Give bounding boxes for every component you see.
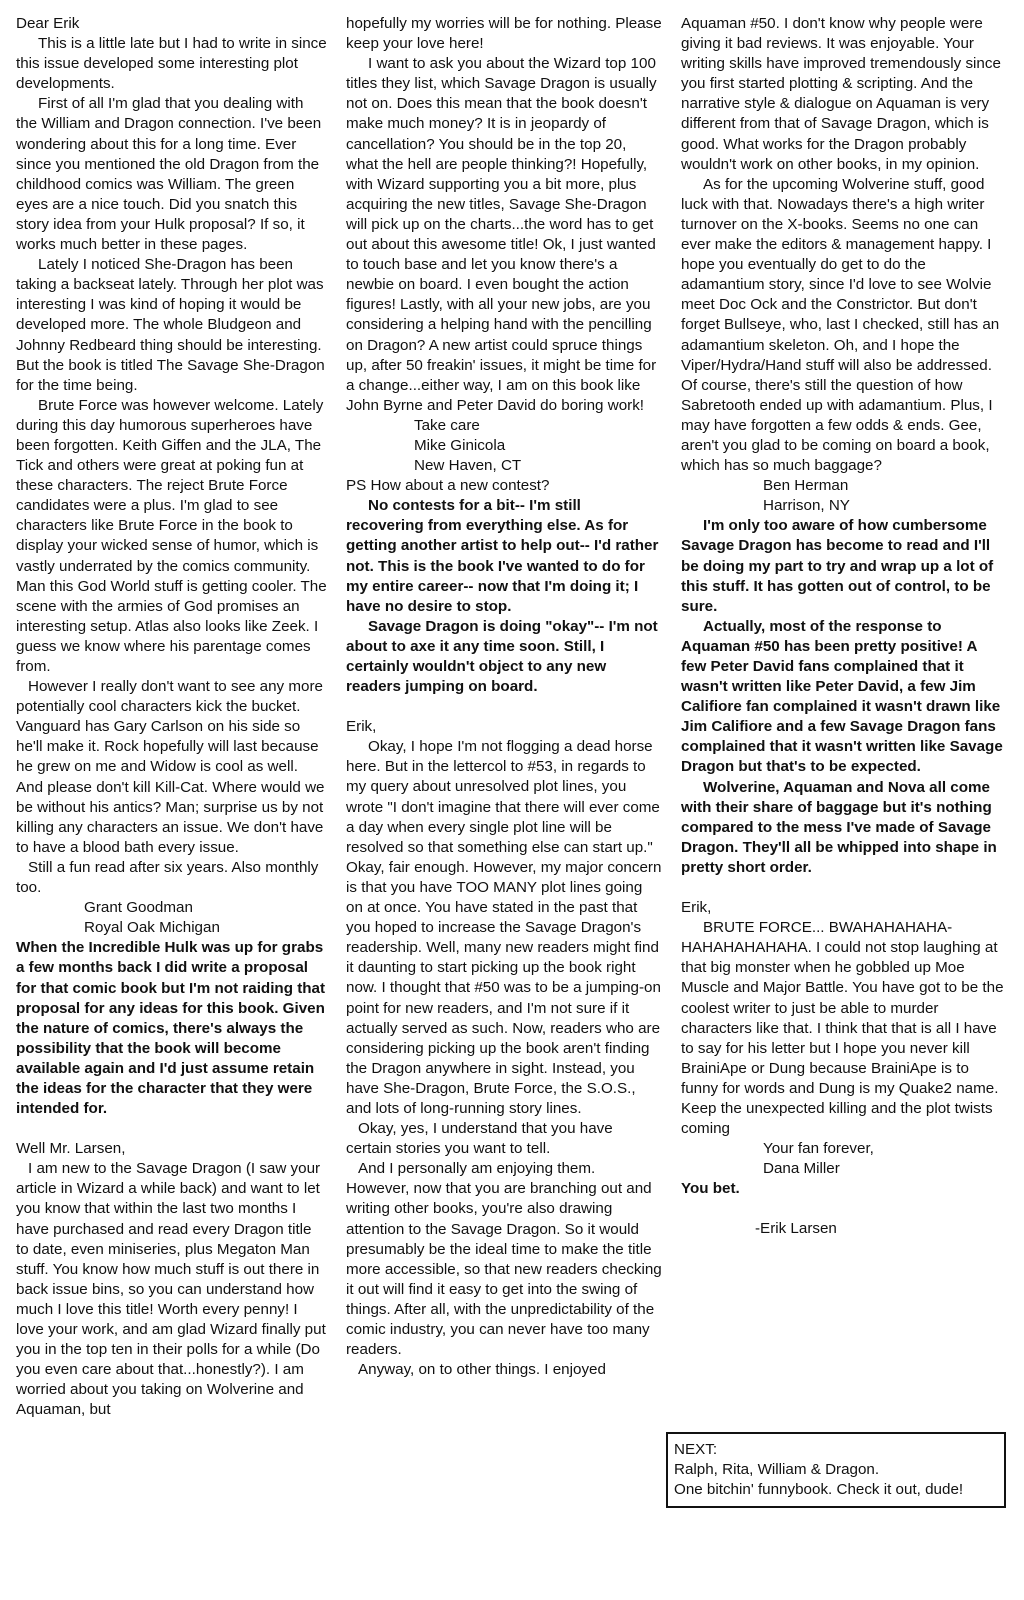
letter3-paragraph: As for the upcoming Wolverine stuff, good luck with that. Nowadays there's a high writer turnover on the X-books. Seems no one can ever make the editors & management happy. I hope you eventually do get to do the adamantium story, since I'd love to see Wolvie meet Doc Ock and the Constrictor. But don't forget Bullseye, who, last I checked, still has an adamantium skeleton. Oh, and I hope the Viper/Hydra/Hand stuff will also be addressed. Of course, there's still the question of how Sabretooth ended up with adamantium. Plus, I may have forgotten a few odds & ends. Gee, aren't you glad to be coming on board a book, which has so much baggage?	[681, 175, 1000, 475]
letter3-signature-place: Harrison, NY	[763, 497, 850, 515]
letter2-paragraph: hopefully my worries will be for nothing. Please keep your love here!	[346, 15, 662, 53]
editor-response: No contests for a bit-- I'm still recovering from everything else. As for getting another artist to help out-- I'd rather not. This is the book I've wanted to do for my entire career-- now that I'm doing it; I have no desire to stop.	[346, 497, 659, 615]
editor-response: Savage Dragon is doing "okay"-- I'm not about to axe it any time soon. Still, I certainly wouldn't object to any new readers jumping on board.	[346, 617, 658, 696]
next-line-1: Ralph, Rita, William & Dragon.	[674, 1461, 880, 1479]
next-line-2: One bitchin' funnybook. Check it out, dude!	[674, 1481, 964, 1499]
letter2-paragraph: I want to ask you about the Wizard top 100 titles they list, which Savage Dragon is usually not on. Does this mean that the book doesn't make much money? It is in jeopardy of cancellation? You should be in the top 20, what the hell are people thinking?! Hopefully, with Wizard supporting you a bit more, plus acquiring the new titles, Savage She-Dragon will pick up on the charts...the word has to get out about this awesome title! Ok, I just wanted to touch base and let you know there's a newbie on board. I even bought the action figures! Lastly, with all your new jobs, are you considering a helping hand with the pencilling on Dragon? A new artist could spruce things up, after 50 freakin' issues, it might be time for a change...either way, I am on this book like John Byrne and Peter David do boring work!	[346, 55, 657, 414]
letter4-greeting: Erik,	[681, 899, 712, 917]
next-issue-box	[666, 1432, 1006, 1508]
editor-response-short: You bet.	[681, 1180, 740, 1198]
letter4-signature-name: Dana Miller	[763, 1160, 840, 1178]
letter1-signature-name: Grant Goodman	[84, 899, 193, 917]
editor-sign-off: -Erik Larsen	[755, 1220, 837, 1238]
next-label: NEXT:	[674, 1441, 718, 1458]
letter3-paragraph: And I personally am enjoying them. However, now that you are branching out and writing other books, you're also drawing attention to the Savage Dragon. So it would presumably be the ideal time to make the title more accessible, so that new readers checking it out will find it easy to get into the swing of things. After all, with the unpredictability of the comic industry, you can never have too many readers.	[346, 1160, 662, 1359]
letter1-paragraph: Still a fun read after six years. Also monthly too.	[16, 858, 319, 897]
letter3-paragraph: Okay, I hope I'm not flogging a dead horse here. But in the lettercol to #53, in regards to my query about unresolved plot lines, you wrote "I don't imagine that there will ever come a day when every single plot line will be resolved so that something else can start up." Okay, fair enough. However, my major concern is that you have TOO MANY plot lines going on at once. You have stated in the past that you hoped to increase the Savage Dragon's readership. Well, many new readers might find it daunting to start picking up the book right now. I thought that #50 was to be a jumping-on point for new readers, and I'm not sure if it actually served as such. Now, readers who are considering picking up the book aren't finding the Dragon anywhere in sight. Instead, you have She-Dragon, Brute Force, the S.O.S., and lots of long-running story lines.	[346, 738, 662, 1117]
letter2-signature-place: New Haven, CT	[414, 457, 522, 475]
editor-response: When the Incredible Hulk was up for grabs a few months back I did write a proposal for that comic book but I'm not raiding that proposal for any ideas for this book. Given the nature of comics, there's always the possibility that the book will become available again and I'd just assume retain the ideas for the character that they were intended for.	[16, 939, 326, 1118]
letter1-paragraph: However I really don't want to see any more potentially cool characters kick the bucket. Vanguard has Gary Carlson on his side so he'll make it. Rock hopefully will last because he grew on me and Widow is cool as well. And please don't kill Kill-Cat. Where would we be without his antics? Man; surprise us by not killing any characters an issue. We don't have to have a blood bath every issue.	[16, 678, 325, 856]
letter3-greeting: Erik,	[346, 718, 377, 736]
letter4-paragraph: BRUTE FORCE... BWAHAHAHAHA-HAHAHAHAHAHA. I could not stop laughing at that big monster when he gobbled up Moe Muscle and Major Battle. You have got to be the coolest writer to just be able to murder characters like that. I think that that is all I have to say for his letter but I hope you never kill BrainiApe or Dung because BrainiApe is to funny for words and Dung is my Quake2 name. Keep the unexpected killing and the plot twists coming	[681, 919, 1004, 1138]
letter4-sign-fan: Your fan forever,	[763, 1140, 874, 1158]
letters-column-2	[346, 14, 662, 1380]
letter1-paragraph: Brute Force was however welcome. Lately during this day humorous superheroes have been forgotten. Keith Giffen and the JLA, The Tick and others were great at poking fun at these characters. The reject Brute Force candidates were a plus. I'm glad to see characters like Brute Force in the book to display your wicked sense of humor, which is vastly underrated by the comics community. Man this God World stuff is getting cooler. The scene with the armies of God promises an interesting setup. Atlas also looks like Zeek. I guess we know where his parentage comes from.	[16, 396, 327, 675]
letter3-paragraph: Anyway, on to other things. I enjoyed	[358, 1361, 606, 1379]
letter1-signature-place: Royal Oak Michigan	[84, 919, 220, 937]
letter2-greeting: Well Mr. Larsen,	[16, 1140, 126, 1158]
letter1-paragraph: First of all I'm glad that you dealing with the William and Dragon connection. I've been wondering about this for a long time. Ever since you mentioned the old Dragon from the childhood comics was William. The green eyes are a nice touch. Did you snatch this story idea from your Hulk proposal? If so, it works much better in these pages.	[16, 95, 322, 254]
letter2-postscript: PS How about a new contest?	[346, 477, 550, 495]
letter2-paragraph: I am new to the Savage Dragon (I saw your article in Wizard a while back) and want to let you know that within the last two months I have purchased and read every Dragon title to date, even miniseries, plus Megaton Man stuff. You know how much stuff is out there in back issue bins, so you can understand how much I love this title! Worth every penny! I love your work, and am glad Wizard finally put you in the top ten in their polls for a while (Do you even care about that...honestly?). I am worried about you taking on Wolverine and Aquaman, but	[16, 1160, 326, 1419]
letter3-signature-name: Ben Herman	[763, 477, 849, 495]
editor-response: Wolverine, Aquaman and Nova all come with their share of baggage but it's nothing compared to the mess I've made of Savage Dragon. They'll all be whipped into shape in pretty short order.	[681, 778, 997, 876]
editor-response: Actually, most of the response to Aquaman #50 has been pretty positive! A few Peter David fans complained that it wasn't written like Peter David, a few Jim Califiore fan complained it wasn't drawn like Jim Califiore and a few Savage Dragon fans complained that it wasn't written like Savage Dragon but that's to be expected.	[681, 617, 1003, 776]
letter3-paragraph: Aquaman #50. I don't know why people were giving it bad reviews. It was enjoyable. Your writing skills have improved tremendously since you first started plotting & scripting. And the narrative style & dialogue on Aquaman is very different from that of Savage Dragon, which is good. What works for the Dragon probably wouldn't work on other books, in my opinion.	[681, 15, 1001, 173]
letters-column-3	[681, 14, 1006, 1240]
letters-column-1	[16, 14, 328, 1420]
spacer	[16, 1119, 328, 1139]
spacer	[346, 697, 662, 717]
editor-response: I'm only too aware of how cumbersome Savage Dragon has become to read and I'll be doing my part to try and wrap up a lot of this stuff. It has gotten out of control, to be sure.	[681, 517, 994, 615]
letter3-paragraph: Okay, yes, I understand that you have certain stories you want to tell.	[346, 1120, 613, 1158]
spacer	[681, 878, 1006, 898]
letter1-greeting: Dear Erik	[16, 15, 80, 32]
letter2-signature-name: Mike Ginicola	[414, 436, 506, 454]
letter1-paragraph: Lately I noticed She-Dragon has been taking a backseat lately. Through her plot was interesting I was kind of hoping it would be developed more. The whole Bludgeon and Johnny Redbeard thing should be interesting. But the book is titled The Savage She-Dragon for the time being.	[16, 256, 325, 394]
letter1-paragraph: This is a little late but I had to write in since this issue developed some interesting plot developments.	[16, 35, 327, 93]
letter2-sign-take-care: Take care	[414, 416, 480, 434]
